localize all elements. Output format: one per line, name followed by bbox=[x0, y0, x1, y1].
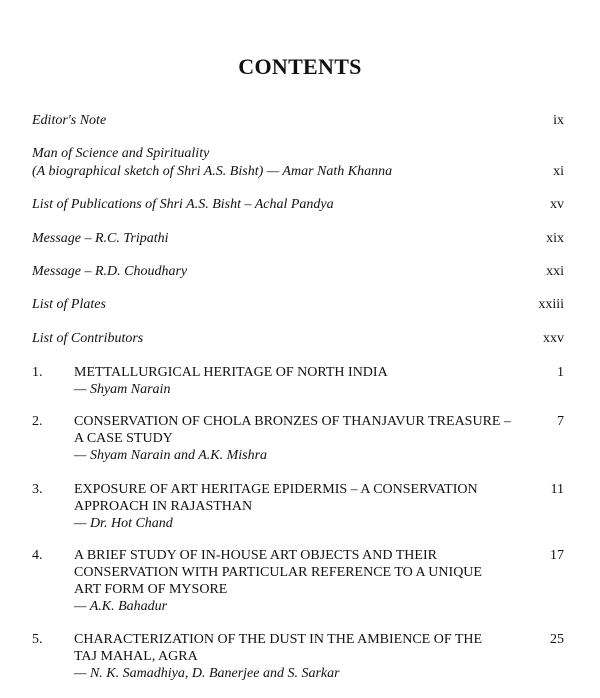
chapter-title-continued: ART FORM OF MYSORE bbox=[74, 582, 228, 597]
toc-chapter-1 bbox=[32, 364, 564, 398]
toc-entry-title: Editor's Note bbox=[32, 113, 107, 128]
chapter-author: — A.K. Bahadur bbox=[74, 599, 168, 614]
toc-page-number: xxv bbox=[543, 331, 564, 346]
toc-entry-title: Message – R.D. Choudhary bbox=[32, 264, 188, 279]
toc-chapter-5 bbox=[32, 631, 564, 682]
chapter-title: METTALLURGICAL HERITAGE OF NORTH INDIA bbox=[74, 365, 388, 380]
toc-page-number: xv bbox=[550, 197, 564, 212]
toc-page-number: 17 bbox=[550, 548, 564, 563]
toc-entry-title-continued: (A biographical sketch of Shri A.S. Bisht) — Amar Nath Khanna bbox=[32, 164, 393, 179]
toc-page-number: ix bbox=[553, 113, 564, 128]
chapter-title: EXPOSURE OF ART HERITAGE EPIDERMIS – A CONSERVATION bbox=[74, 482, 478, 497]
chapter-number: 5. bbox=[32, 632, 43, 647]
toc-entry-list-of-publications bbox=[32, 196, 564, 214]
chapter-number: 2. bbox=[32, 414, 43, 429]
toc-page-number: 7 bbox=[557, 414, 564, 429]
chapter-number: 3. bbox=[32, 482, 43, 497]
toc-chapter-4 bbox=[32, 547, 564, 615]
toc-entry-editors-note bbox=[32, 112, 564, 130]
chapter-title: CHARACTERIZATION OF THE DUST IN THE AMBIENCE OF THE bbox=[74, 632, 483, 647]
chapter-title: A BRIEF STUDY OF IN-HOUSE ART OBJECTS AND THEIR bbox=[74, 548, 437, 563]
toc-page-number: 25 bbox=[550, 632, 564, 647]
chapter-title: CONSERVATION OF CHOLA BRONZES OF THANJAVUR TREASURE – bbox=[74, 414, 511, 429]
toc-entry-title: Message – R.C. Tripathi bbox=[32, 231, 169, 246]
toc-entry-title: List of Plates bbox=[32, 297, 106, 312]
chapter-number: 4. bbox=[32, 548, 43, 563]
toc-page-number: xxi bbox=[546, 264, 564, 279]
page-title: CONTENTS bbox=[238, 54, 362, 79]
toc-entry-message-choudhary bbox=[32, 263, 564, 281]
toc-page-number: 11 bbox=[550, 482, 564, 497]
toc-page-number: 1 bbox=[557, 365, 564, 380]
chapter-author: — Shyam Narain bbox=[74, 382, 171, 397]
toc-entry-message-tripathi bbox=[32, 230, 564, 248]
chapter-title-continued: TAJ MAHAL, AGRA bbox=[74, 649, 198, 664]
toc-page-number: xxiii bbox=[538, 297, 564, 312]
chapter-title-continued: A CASE STUDY bbox=[74, 431, 173, 446]
toc-entry-list-of-plates bbox=[32, 296, 564, 314]
toc-chapter-3 bbox=[32, 481, 564, 532]
toc-entry-list-of-contributors bbox=[32, 330, 564, 348]
toc-chapter-2 bbox=[32, 413, 564, 464]
toc-entry-title: List of Contributors bbox=[32, 331, 144, 346]
toc-entry-biographical-sketch bbox=[32, 145, 564, 181]
toc-page-number: xi bbox=[553, 164, 564, 179]
chapter-number: 1. bbox=[32, 365, 43, 380]
chapter-author: — Shyam Narain and A.K. Mishra bbox=[74, 448, 268, 463]
toc-entry-title: List of Publications of Shri A.S. Bisht – Achal Pandya bbox=[32, 197, 334, 212]
toc-page-number: xix bbox=[546, 231, 564, 246]
chapter-title-continued: APPROACH IN RAJASTHAN bbox=[74, 499, 253, 514]
toc-entry-title: Man of Science and Spirituality bbox=[32, 146, 210, 161]
chapter-author: — Dr. Hot Chand bbox=[74, 516, 173, 531]
chapter-title-continued: CONSERVATION WITH PARTICULAR REFERENCE TO A UNIQUE bbox=[74, 565, 482, 580]
chapter-author: — N. K. Samadhiya, D. Banerjee and S. Sarkar bbox=[74, 666, 340, 681]
